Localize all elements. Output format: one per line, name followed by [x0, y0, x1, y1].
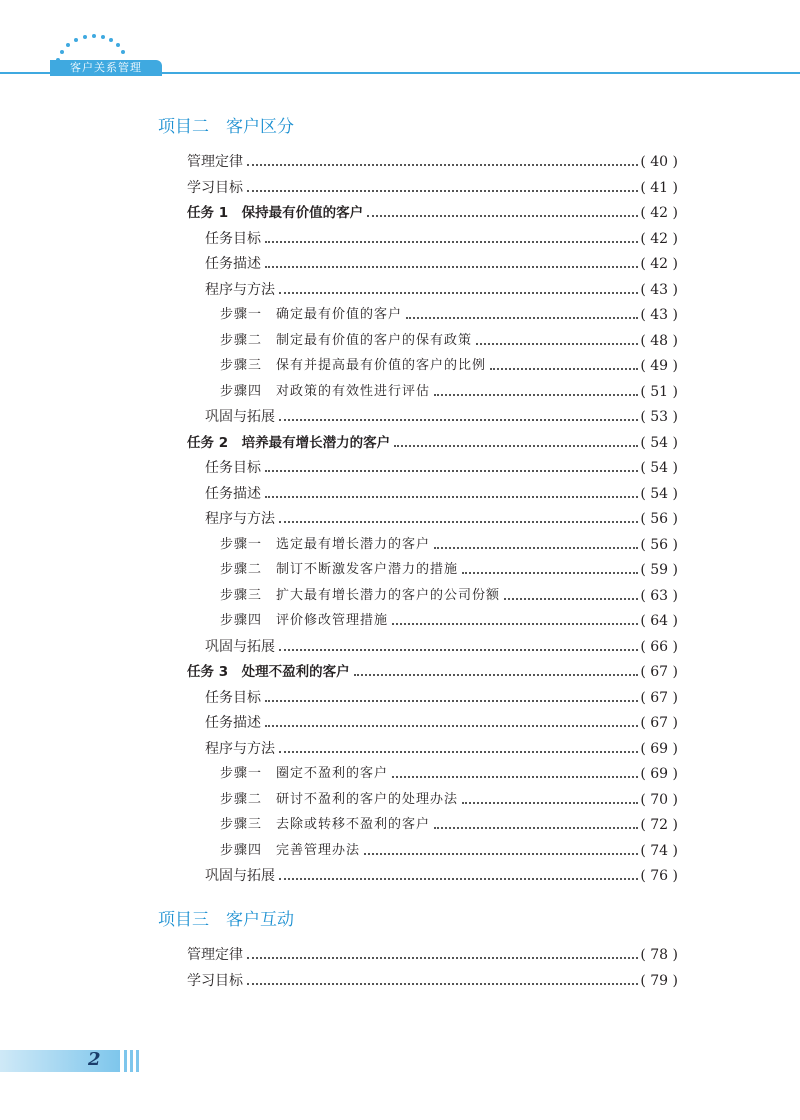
toc-entry[interactable]: [220, 837, 678, 861]
toc-entry-page: ( 56 ): [640, 536, 678, 553]
dot-leader: [279, 292, 638, 294]
dot-leader: [476, 343, 638, 345]
toc-entry-page: ( 43 ): [640, 281, 678, 298]
toc-entry-page: ( 66 ): [640, 638, 678, 655]
dot-leader: [434, 394, 638, 396]
toc-entry-label: 任务 2 培养最有增长潜力的客户: [187, 434, 391, 451]
dot-leader: [279, 751, 638, 753]
toc-entry-page: ( 54 ): [640, 485, 678, 502]
toc-entry[interactable]: [187, 658, 678, 682]
toc-entry-page: ( 63 ): [640, 587, 678, 604]
toc-entry-label: 学习目标: [187, 972, 243, 989]
toc-entry-page: ( 67 ): [640, 664, 678, 680]
toc-entry-label: 巩固与拓展: [205, 868, 275, 884]
dot-leader: [354, 674, 639, 676]
footer-bar: [0, 1050, 120, 1072]
toc-entry[interactable]: [220, 556, 678, 580]
header-book-title: 客户关系管理: [50, 60, 162, 76]
toc-entry[interactable]: [220, 378, 678, 402]
header-dot-arc: [52, 30, 132, 64]
toc-entry-label: 任务目标: [205, 230, 261, 247]
toc-entry[interactable]: [205, 709, 678, 733]
dot-leader: [434, 547, 638, 549]
page-number: 2: [88, 1049, 101, 1070]
toc-entry-label: 巩固与拓展: [205, 409, 275, 425]
toc-entry-label: 步骤二 制订不断激发客户潜力的措施: [220, 562, 459, 577]
toc-entry-label: 程序与方法: [205, 511, 275, 527]
toc-entry[interactable]: [187, 967, 678, 991]
toc-entry-label: 步骤一 确定最有价值的客户: [220, 307, 403, 322]
toc-entry[interactable]: [187, 148, 678, 172]
toc-entry-page: ( 79 ): [640, 972, 678, 989]
toc-entry-page: ( 67 ): [640, 689, 678, 706]
toc-entry[interactable]: [205, 225, 678, 249]
toc-entry-page: ( 69 ): [640, 766, 678, 782]
toc-entry-page: ( 70 ): [640, 791, 678, 808]
dot-leader: [247, 957, 638, 959]
toc-entry[interactable]: [187, 941, 678, 965]
dot-leader: [490, 368, 638, 370]
toc-entry-label: 任务目标: [205, 689, 261, 706]
toc-entry-label: 程序与方法: [205, 281, 275, 298]
dot-leader: [367, 215, 638, 217]
toc-entry-page: ( 41 ): [640, 179, 678, 196]
toc-entry-label: 步骤二 研讨不盈利的客户的处理办法: [220, 791, 459, 807]
toc-entry-page: ( 76 ): [640, 868, 678, 884]
toc-entry[interactable]: [187, 429, 678, 453]
dot-leader: [279, 521, 638, 523]
toc-entry-label: 任务描述: [205, 256, 261, 272]
toc-entry-page: ( 49 ): [640, 358, 678, 374]
dot-leader: [462, 572, 638, 574]
dot-leader: [265, 266, 638, 268]
dot-leader: [265, 241, 638, 243]
toc-entry-label: 步骤三 保有并提高最有价值的客户的比例: [220, 358, 487, 373]
toc-entry-page: ( 54 ): [640, 434, 678, 451]
toc-entry[interactable]: [205, 403, 678, 427]
toc-entry[interactable]: [205, 454, 678, 478]
toc-entry[interactable]: [205, 250, 678, 274]
toc-entry[interactable]: [205, 862, 678, 886]
toc-entry[interactable]: [205, 684, 678, 708]
toc-entry-page: ( 51 ): [640, 383, 678, 400]
toc-entry-label: 步骤三 去除或转移不盈利的客户: [220, 817, 431, 832]
toc-entry-label: 管理定律: [187, 154, 243, 170]
toc-entry[interactable]: [205, 276, 678, 300]
toc-entry-page: ( 48 ): [640, 332, 678, 349]
toc-entry-page: ( 59 ): [640, 562, 678, 578]
dot-leader: [247, 190, 638, 192]
dot-leader: [279, 419, 638, 421]
dot-leader: [265, 725, 638, 727]
dot-leader: [279, 649, 638, 651]
toc-entry[interactable]: [220, 531, 678, 555]
dot-leader: [247, 164, 638, 166]
dot-leader: [434, 827, 638, 829]
toc-entry-label: 管理定律: [187, 947, 243, 963]
toc-entry[interactable]: [220, 607, 678, 631]
toc-entry[interactable]: [205, 480, 678, 504]
toc-entry-page: ( 53 ): [640, 409, 678, 425]
toc-entry-label: 任务 1 保持最有价值的客户: [187, 205, 364, 221]
toc-entry-page: ( 67 ): [640, 715, 678, 731]
toc-entry-page: ( 54 ): [640, 460, 678, 476]
section-title: 项目三 客户互动: [158, 910, 294, 930]
dot-leader: [265, 700, 638, 702]
toc-entry-label: 任务 3 处理不盈利的客户: [187, 664, 350, 680]
toc-entry[interactable]: [220, 327, 678, 351]
toc-entry-label: 步骤一 圈定不盈利的客户: [220, 766, 389, 781]
dot-leader: [504, 598, 638, 600]
dot-leader: [279, 878, 638, 880]
toc-entry-page: ( 42 ): [640, 256, 678, 272]
toc-entry-label: 步骤四 评价修改管理措施: [220, 613, 389, 628]
toc-entry[interactable]: [220, 301, 678, 325]
dot-leader: [265, 470, 638, 472]
toc-entry-label: 学习目标: [187, 179, 243, 196]
toc-entry[interactable]: [205, 633, 678, 657]
toc-entry-page: ( 69 ): [640, 740, 678, 757]
toc-entry-label: 任务描述: [205, 485, 261, 502]
toc-entry-page: ( 74 ): [640, 842, 678, 859]
toc-entry-label: 巩固与拓展: [205, 638, 275, 655]
toc-entry-page: ( 72 ): [640, 817, 678, 833]
toc-entry[interactable]: [187, 174, 678, 198]
toc-entry[interactable]: [220, 811, 678, 835]
dot-leader: [265, 496, 638, 498]
dot-leader: [406, 317, 638, 319]
dot-leader: [364, 853, 638, 855]
dot-leader: [392, 776, 638, 778]
toc-entry-page: ( 64 ): [640, 613, 678, 629]
toc-entry[interactable]: [205, 505, 678, 529]
dot-leader: [247, 983, 638, 985]
toc-entry[interactable]: [220, 582, 678, 606]
toc-entry-page: ( 56 ): [640, 511, 678, 527]
toc-entry[interactable]: [187, 199, 678, 223]
dot-leader: [394, 445, 638, 447]
toc-entry-label: 步骤三 扩大最有增长潜力的客户的公司份额: [220, 587, 501, 603]
toc-entry-page: ( 78 ): [640, 947, 678, 963]
toc-entry-label: 步骤四 对政策的有效性进行评估: [220, 383, 431, 399]
toc-entry[interactable]: [205, 735, 678, 759]
footer-stripes: [124, 1050, 154, 1072]
toc-entry-page: ( 43 ): [640, 307, 678, 323]
toc-entry-page: ( 42 ): [640, 230, 678, 247]
section-title: 项目二 客户区分: [158, 117, 294, 137]
toc-entry-label: 步骤四 完善管理办法: [220, 842, 361, 858]
toc-entry-label: 程序与方法: [205, 740, 275, 757]
toc-entry[interactable]: [220, 760, 678, 784]
dot-leader: [392, 623, 638, 625]
toc-entry[interactable]: [220, 786, 678, 810]
toc-entry[interactable]: [220, 352, 678, 376]
toc-entry-label: 步骤一 选定最有增长潜力的客户: [220, 536, 431, 552]
toc-entry-label: 步骤二 制定最有价值的客户的保有政策: [220, 332, 473, 348]
toc-entry-page: ( 40 ): [640, 154, 678, 170]
toc-entry-label: 任务目标: [205, 460, 261, 476]
toc-entry-page: ( 42 ): [640, 205, 678, 221]
dot-leader: [462, 802, 638, 804]
toc-entry-label: 任务描述: [205, 715, 261, 731]
